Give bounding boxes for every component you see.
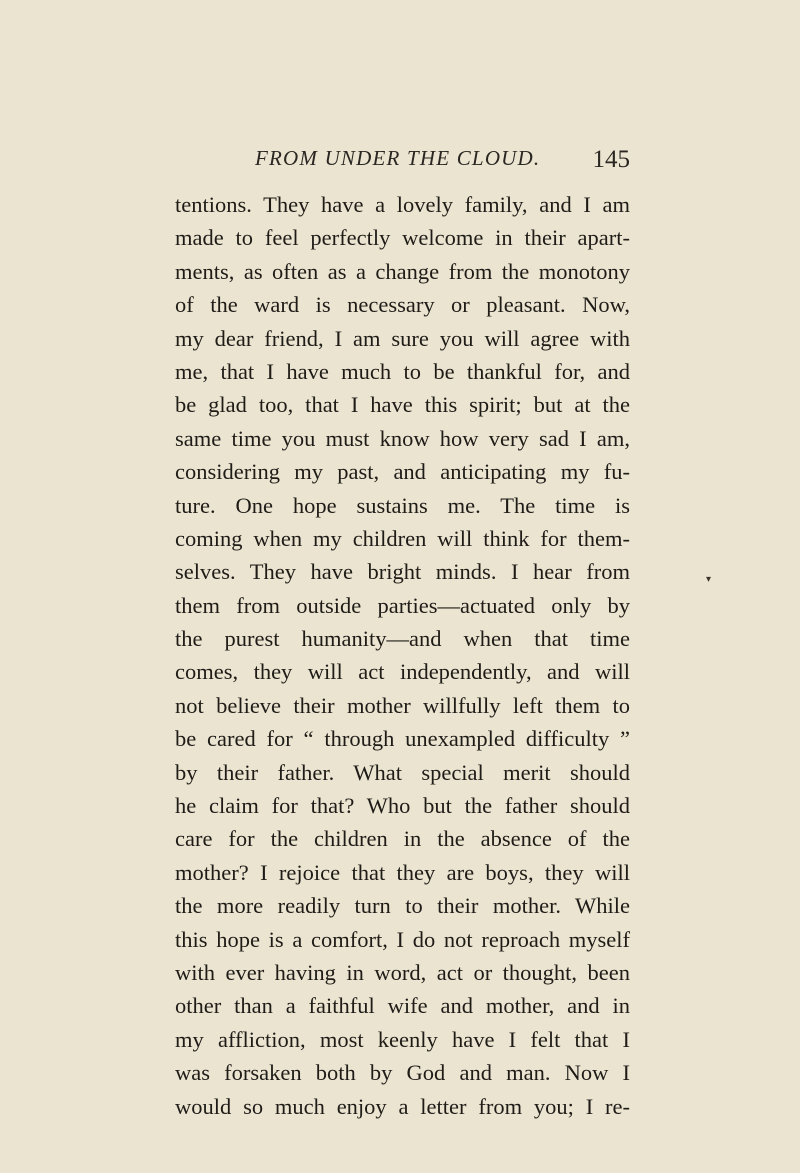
text-line: ments, as often as a change from the monotony bbox=[175, 258, 630, 284]
text-line: of the ward is necessary or pleasant. Now, bbox=[175, 292, 630, 318]
page-header bbox=[175, 146, 630, 176]
text-line: he claim for that? Who but the father should bbox=[175, 793, 630, 819]
text-line: considering my past, and anticipating my fu- bbox=[175, 459, 630, 485]
text-line: my affliction, most keenly have I felt that I bbox=[175, 1026, 630, 1052]
text-line: my dear friend, I am sure you will agree with bbox=[175, 325, 630, 351]
page-number: 145 bbox=[592, 146, 630, 173]
running-head: FROM UNDER THE CLOUD. bbox=[255, 146, 541, 170]
text-line: be glad too, that I have this spirit; but at the bbox=[175, 392, 630, 418]
text-line: made to feel perfectly welcome in their apart- bbox=[175, 225, 630, 251]
text-line: other than a faithful wife and mother, and in bbox=[175, 993, 630, 1019]
text-line: comes, they will act independently, and will bbox=[175, 659, 630, 685]
text-line: be cared for “ through unexampled difficulty ” bbox=[175, 726, 630, 752]
text-line: this hope is a comfort, I do not reproach myself bbox=[175, 926, 630, 952]
text-line: same time you must know how very sad I am, bbox=[175, 425, 630, 451]
text-line: by their father. What special merit should bbox=[175, 759, 630, 785]
text-line: ture. One hope sustains me. The time is bbox=[175, 492, 630, 518]
text-line: the purest humanity—and when that time bbox=[175, 626, 630, 652]
text-line: was forsaken both by God and man. Now I bbox=[175, 1060, 630, 1086]
text-line: mother? I rejoice that they are boys, they will bbox=[175, 859, 630, 885]
text-line: selves. They have bright minds. I hear from bbox=[175, 559, 630, 585]
text-line: care for the children in the absence of the bbox=[175, 826, 630, 852]
text-line: would so much enjoy a letter from you; I re- bbox=[175, 1093, 630, 1119]
text-line: not believe their mother willfully left them to bbox=[175, 692, 630, 718]
body-text bbox=[175, 188, 630, 1123]
text-line: the more readily turn to their mother. While bbox=[175, 893, 630, 919]
text-line: with ever having in word, act or thought, been bbox=[175, 959, 630, 985]
text-line: tentions. They have a lovely family, and I am bbox=[175, 192, 630, 217]
print-speck: ▾ bbox=[706, 574, 712, 585]
text-line: them from outside parties—actuated only by bbox=[175, 592, 630, 618]
text-line: me, that I have much to be thankful for, and bbox=[175, 358, 630, 384]
text-line: coming when my children will think for them- bbox=[175, 525, 630, 551]
